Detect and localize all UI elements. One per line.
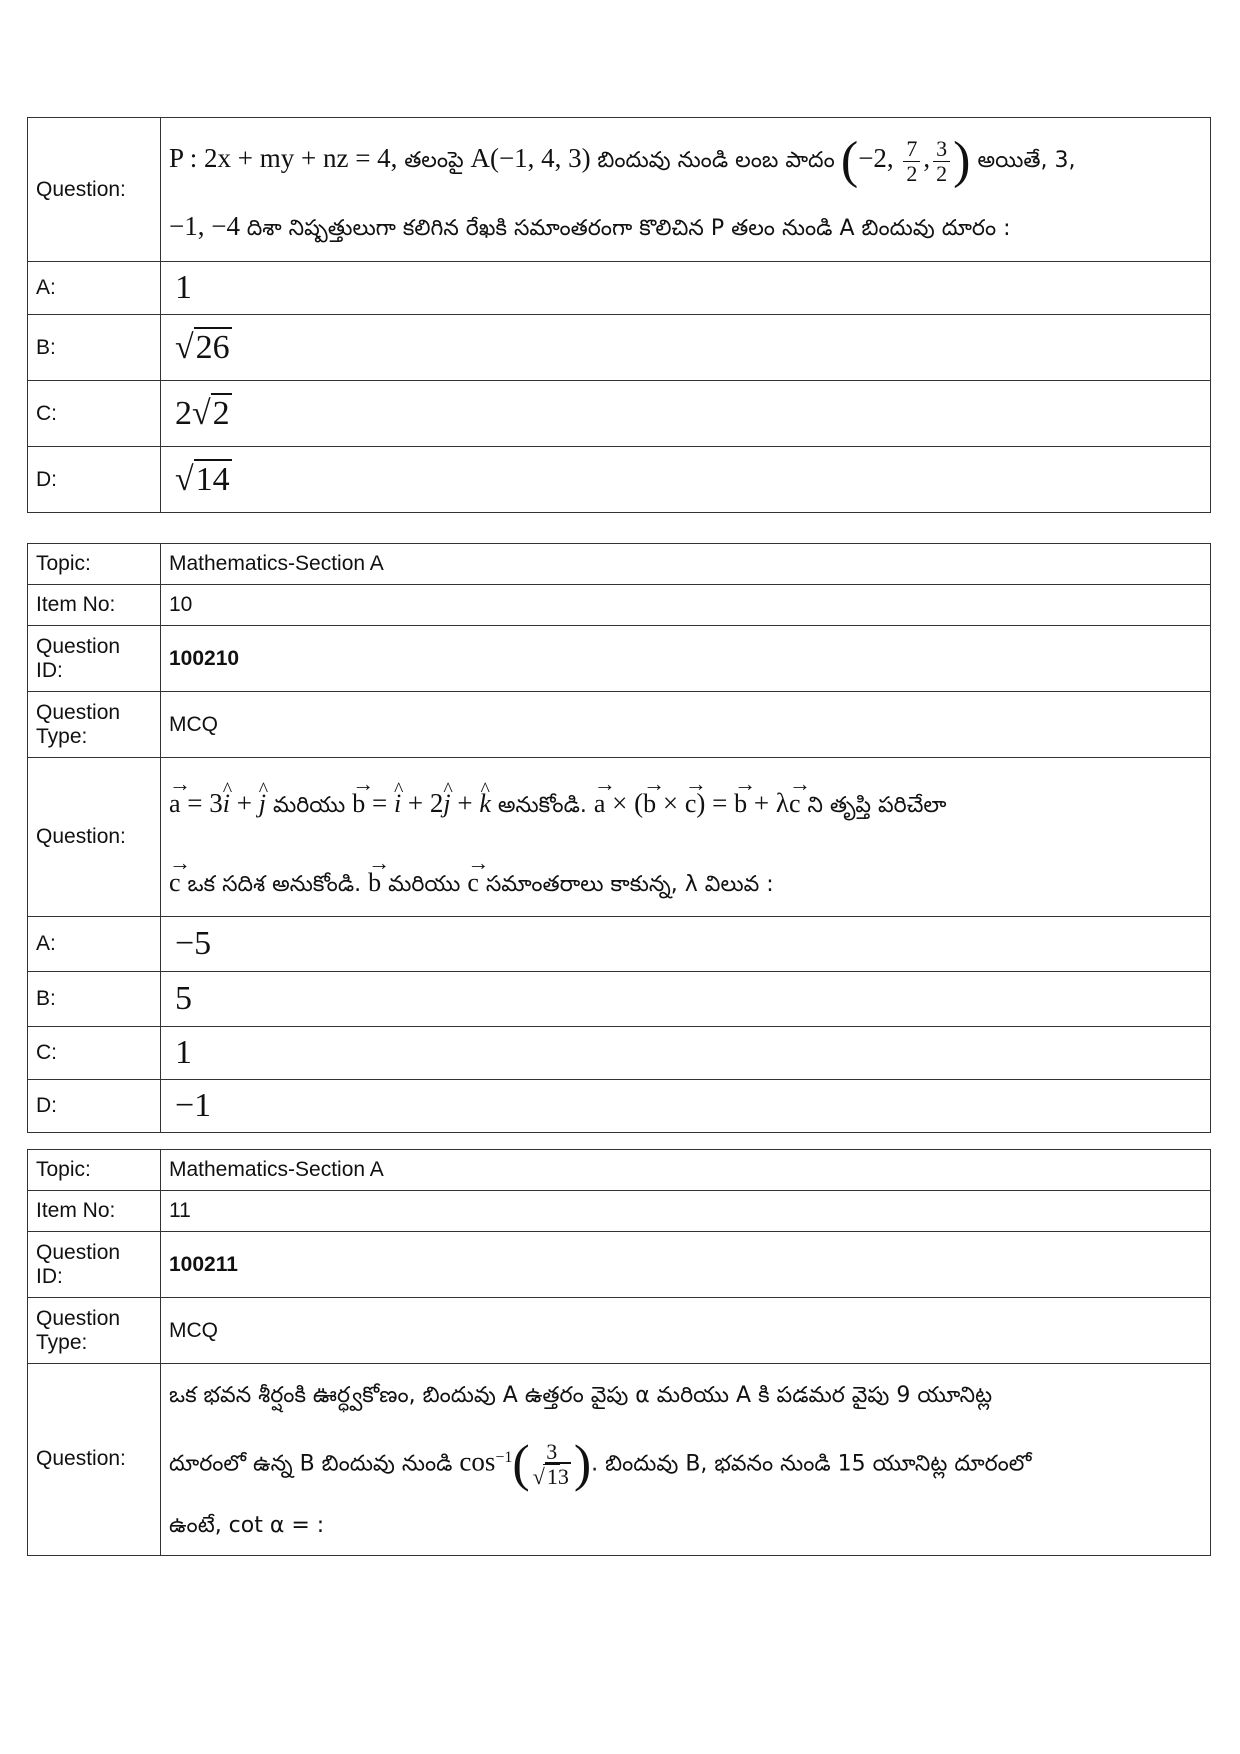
question-text xyxy=(161,758,1211,917)
question-block-9 xyxy=(27,117,1211,513)
topic-label: Topic: xyxy=(28,1150,161,1191)
unit-k: ^ k xyxy=(479,758,491,842)
question-type-label: Question Type: xyxy=(28,692,161,758)
vector-b: → b xyxy=(368,844,381,914)
option-b-label: B: xyxy=(28,972,161,1027)
paren-close: ) xyxy=(953,132,971,190)
question-id-label: Question ID: xyxy=(28,626,161,692)
question-id: 100211 xyxy=(169,1252,238,1276)
option-d xyxy=(161,1080,1211,1133)
radicand: 14 xyxy=(195,460,230,498)
text: మరియు xyxy=(265,793,353,818)
text: అనుకోండి. xyxy=(490,793,594,818)
radicand: 2 xyxy=(212,394,230,432)
superscript: −1 xyxy=(495,1449,513,1466)
option-a xyxy=(161,917,1211,972)
option-d-value: −1 xyxy=(175,1087,212,1124)
fraction xyxy=(933,137,950,186)
vector-c: → c xyxy=(169,844,181,914)
text: మరియు xyxy=(381,872,468,897)
question-block-11 xyxy=(27,1149,1211,1556)
question-block-10 xyxy=(27,543,1211,1133)
item-no-label: Item No: xyxy=(28,1191,161,1232)
option-a-value: −5 xyxy=(175,925,212,962)
vector-c: → c xyxy=(685,758,697,842)
option-b-label: B: xyxy=(28,315,161,381)
option-b xyxy=(161,315,1211,381)
text: ఉంటే, cot α = : xyxy=(169,1512,325,1538)
paren-open: ( xyxy=(840,132,859,190)
option-c xyxy=(161,381,1211,447)
topic-label: Topic: xyxy=(28,544,161,585)
question-text xyxy=(161,1364,1211,1556)
option-a-label: A: xyxy=(28,262,161,315)
fraction xyxy=(533,1440,571,1489)
question-text xyxy=(161,118,1211,262)
radicand: 26 xyxy=(195,328,230,366)
text: దూరంలో ఉన్న B బిందువు నుండి xyxy=(169,1451,460,1477)
item-no-value: 11 xyxy=(161,1191,1211,1232)
text: సమాంతరాలు కాకున్న, λ విలువ : xyxy=(478,872,774,897)
radicand: 13 xyxy=(546,1464,569,1490)
unit-i: ^ i xyxy=(394,758,401,842)
unit-j: ^ j xyxy=(259,758,266,842)
math: × xyxy=(656,788,685,818)
question-type-value: MCQ xyxy=(161,1298,1211,1364)
question-id-value xyxy=(161,1232,1211,1298)
math: = 3 xyxy=(180,788,223,818)
option-c xyxy=(161,1027,1211,1080)
coord: −2, xyxy=(858,143,901,174)
question-line-1 xyxy=(169,758,1202,844)
question-line-1 xyxy=(169,122,1202,197)
question-label: Question: xyxy=(28,758,161,917)
cos-inverse: cos xyxy=(459,1446,496,1477)
vector-a: → a xyxy=(169,758,181,842)
question-line-3 xyxy=(169,1496,1202,1555)
unit-j: ^ j xyxy=(443,758,450,842)
vector-b: → b xyxy=(734,758,747,842)
text: దిశా నిష్పత్తులుగా కలిగిన రేఖకి సమాంతరంగా కొలిచిన P తలం నుండి A బిందువు దూరం : xyxy=(246,215,1011,241)
option-c-label: C: xyxy=(28,381,161,447)
option-a-value: 1 xyxy=(175,269,192,306)
topic-value: Mathematics-Section A xyxy=(161,544,1211,585)
vector-a: → a xyxy=(594,758,606,842)
denominator: √13 xyxy=(532,1464,569,1490)
vector-b: → b xyxy=(352,758,365,842)
option-d xyxy=(161,447,1211,513)
question-id-label: Question ID: xyxy=(28,1232,161,1298)
math: + xyxy=(450,788,480,818)
comma: , xyxy=(923,143,931,174)
fraction xyxy=(903,137,920,186)
question-type-value: MCQ xyxy=(161,692,1211,758)
option-d-value: √14 xyxy=(175,460,230,498)
option-b-value: 5 xyxy=(175,980,192,1017)
vector-c: → c xyxy=(467,844,479,914)
question-type-label: Question Type: xyxy=(28,1298,161,1364)
question-id-value xyxy=(161,626,1211,692)
math: + 2 xyxy=(401,788,444,818)
option-b xyxy=(161,972,1211,1027)
point-a: A(−1, 4, 3) xyxy=(463,143,598,174)
math: ) = xyxy=(696,788,735,818)
option-d-label: D: xyxy=(28,447,161,513)
option-a-label: A: xyxy=(28,917,161,972)
unit-i: ^ i xyxy=(223,758,230,842)
question-id: 100210 xyxy=(169,646,240,670)
math: × ( xyxy=(605,788,644,818)
text: తలంపై xyxy=(404,148,464,174)
text: అయితే, 3, xyxy=(970,148,1076,174)
text: బిందువు నుండి లంబ పాదం xyxy=(597,148,835,174)
question-line-2 xyxy=(169,1427,1202,1496)
option-a xyxy=(161,262,1211,315)
item-no-value: 10 xyxy=(161,585,1211,626)
coefficient: 2 xyxy=(175,394,192,432)
numerator: 7 xyxy=(903,137,920,162)
option-d-label: D: xyxy=(28,1080,161,1133)
text: ని తృప్తి పరిచేలా xyxy=(800,793,947,818)
math: + xyxy=(230,788,259,818)
question-label: Question: xyxy=(28,118,161,262)
text: ఒక భవన శీర్షంకి ఊర్ధ్వకోణం, బిందువు A ఉత్తరం వైపు α మరియు A కి పడమర వైపు 9 యూనిట్ల xyxy=(169,1383,993,1408)
vector-c: → c xyxy=(789,758,801,842)
paren-close: ) xyxy=(573,1435,592,1493)
question-label: Question: xyxy=(28,1364,161,1556)
vector-b: → b xyxy=(643,758,656,842)
option-c-label: C: xyxy=(28,1027,161,1080)
option-c-value: 1 xyxy=(175,1034,192,1071)
question-line-2 xyxy=(169,844,1202,916)
math: + λ xyxy=(747,788,789,818)
paren-open: ( xyxy=(512,1435,530,1493)
option-b-value: √26 xyxy=(175,328,230,366)
numerator: 3 xyxy=(543,1440,560,1465)
denominator: 2 xyxy=(906,161,918,187)
question-line-1 xyxy=(169,1364,1202,1427)
direction-ratios: −1, −4 xyxy=(169,210,247,241)
plane-equation: P : 2x + my + nz = 4, xyxy=(169,143,405,174)
denominator: 2 xyxy=(936,161,948,187)
question-line-2 xyxy=(169,198,1202,257)
topic-value: Mathematics-Section A xyxy=(161,1150,1211,1191)
option-c-value: 2√2 xyxy=(175,394,230,432)
text: ఒక సదిశ అనుకోండి. xyxy=(180,872,369,897)
math: = xyxy=(365,788,394,818)
numerator: 3 xyxy=(933,137,950,162)
item-no-label: Item No: xyxy=(28,585,161,626)
text: . బిందువు B, భవనం నుండి 15 యూనిట్ల దూరంలో xyxy=(591,1451,1032,1477)
